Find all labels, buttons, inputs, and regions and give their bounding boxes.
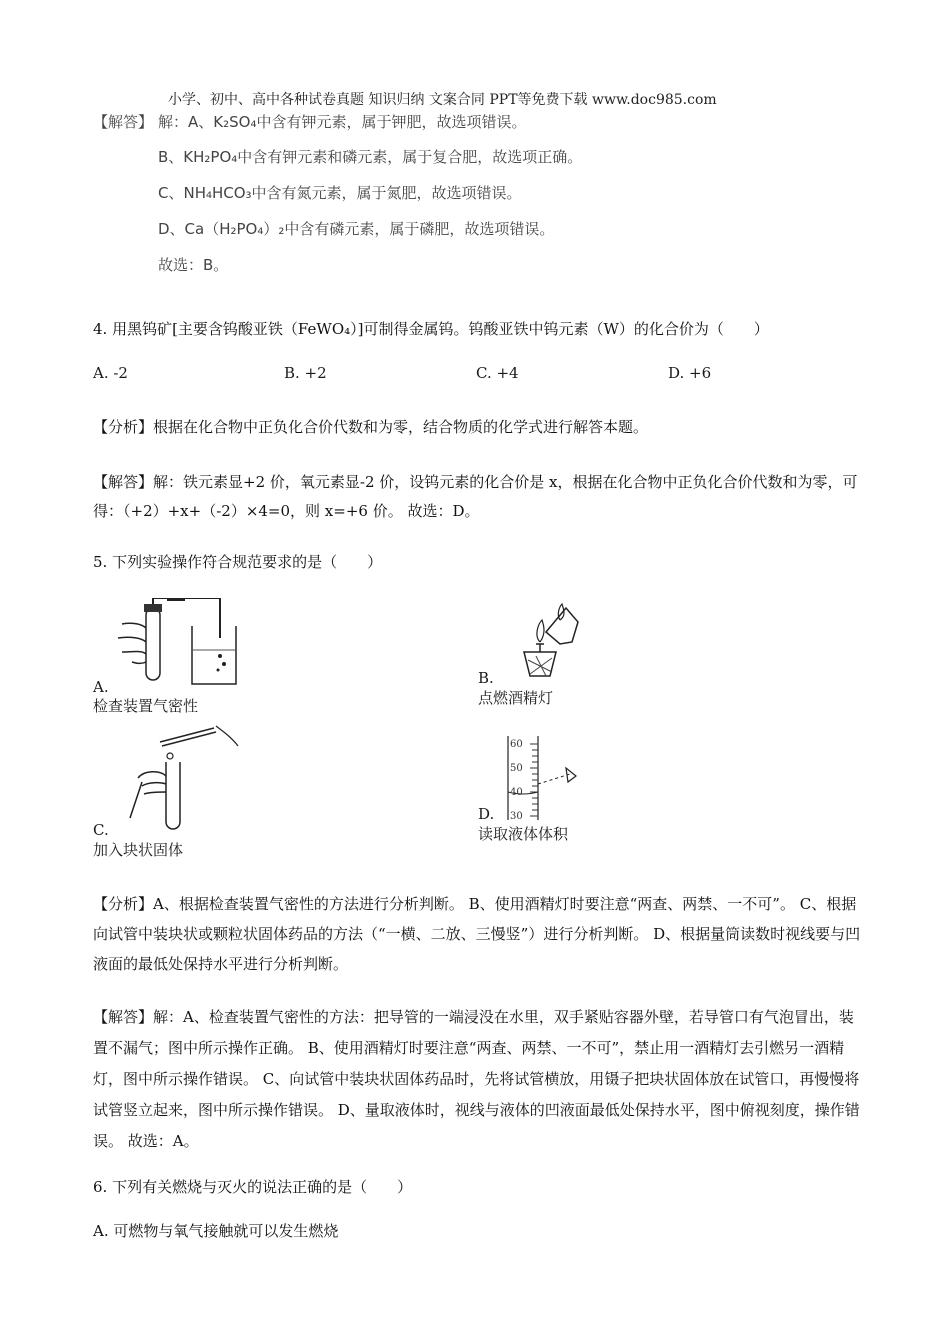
q4-stem: 4. 用黑钨矿[主要含钨酸亚铁（FeWO₄）]可制得金属钨。钨酸亚铁中钨元素（W）的化合价为（ ） [93, 320, 769, 338]
q3-answer-line-4: D、Ca（H₂PO₄）₂中含有磷元素，属于磷肥，故选项错误。 [158, 220, 555, 238]
q3-answer-tag: 【解答】 [93, 113, 154, 131]
q4-option-a: A. -2 [93, 364, 128, 382]
figure-graduated-cylinder [506, 736, 586, 820]
q5-option-c-letter: C. [93, 821, 109, 839]
q3-answer-line-3: C、NH₄HCO₃中含有氮元素，属于氮肥，故选项错误。 [158, 184, 522, 202]
q5-option-d-letter: D. [478, 805, 495, 823]
q4-option-c: C. +4 [476, 364, 519, 382]
figure-adding-solid [120, 722, 240, 832]
q4-answer: 【解答】解：铁元素显+2 价，氧元素显-2 价，设钨元素的化合价是 x，根据在化合物中正负化合价代数和为零，可得：（+2）+x+（-2）×4=0，则 x=+6 价。 故选：D。 [93, 473, 858, 520]
q4-option-d: D. +6 [668, 364, 712, 382]
q6-option-a: A. 可燃物与氧气接触就可以发生燃烧 [93, 1222, 339, 1240]
q5-analysis: 【分析】A、根据检查装置气密性的方法进行分析判断。 B、使用酒精灯时要注意“两查、两禁、一不可”。 C、根据向试管中装块状或颗粒状固体药品的方法（“一横、二放、三慢竖”）进行分析判断。 D、根据量筒读数时视线要与凹液面的最低处保持水平进行分析判断。 [93, 895, 861, 973]
cylinder-tick-40: 40 [510, 787, 523, 798]
q4-analysis: 【分析】根据在化合物中正负化合价代数和为零，结合物质的化学式进行解答本题。 [93, 418, 649, 436]
q5-option-b-label: 点燃酒精灯 [478, 689, 554, 707]
page-header: 小学、初中、高中各种试卷真题 知识归纳 文案合同 PPT等免费下载 www.doc985.com [168, 92, 717, 108]
q5-option-c-label: 加入块状固体 [93, 841, 184, 859]
q5-option-b-letter: B. [478, 669, 494, 687]
figure-airtightness-check [112, 598, 262, 690]
q3-answer-line-5: 故选：B。 [158, 256, 229, 274]
cylinder-tick-60: 60 [510, 739, 523, 750]
q5-answer: 【解答】解：A、检查装置气密性的方法：把导管的一端浸没在水里，双手紧贴容器外壁，若导管口有气泡冒出，装置不漏气；图中所示操作正确。 B、使用酒精灯时要注意“两查、两禁、一不可”，禁止用一酒精灯去引燃另一酒精灯，图中所示操作错误。 C、向试管中装块状固体药品时，先将试管横放，用镊子把块状固体放在试管口，再慢慢将试管竖立起来，图中所示操作错误。 D、量取液体时，视线与液体的凹液面最低处保持水平，图中俯视刻度，操作错误。 故选：A。 [93, 1008, 860, 1150]
q5-option-a-letter: A. [93, 678, 109, 696]
cylinder-tick-50: 50 [510, 763, 523, 774]
q6-stem: 6. 下列有关燃烧与灭火的说法正确的是（ ） [93, 1178, 413, 1196]
q4-option-b: B. +2 [284, 364, 327, 382]
q3-answer-line-1: 解：A、K₂SO₄中含有钾元素，属于钾肥，故选项错误。 [158, 113, 527, 131]
cylinder-tick-30: 30 [510, 811, 523, 820]
figure-alcohol-lamps [516, 602, 582, 680]
q5-option-d-label: 读取液体体积 [478, 825, 569, 843]
q3-answer-line-2: B、KH₂PO₄中含有钾元素和磷元素，属于复合肥，故选项正确。 [158, 148, 583, 166]
q5-stem: 5. 下列实验操作符合规范要求的是（ ） [93, 553, 383, 571]
q5-option-a-label: 检查装置气密性 [93, 697, 199, 715]
